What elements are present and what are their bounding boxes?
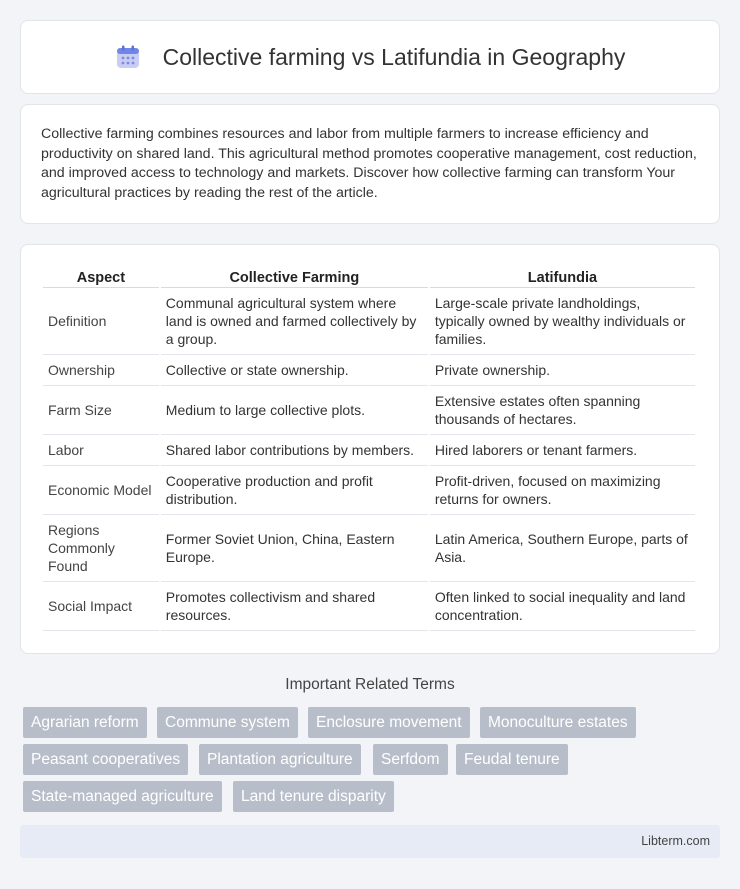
tag-feudal-tenure[interactable]: Feudal tenure [456,744,568,775]
row-aspect: Definition [43,288,159,355]
row-aspect: Farm Size [43,386,159,435]
footer-site-link[interactable]: Libterm.com [641,834,710,848]
intro-card [20,104,720,224]
tag-monoculture-estates[interactable]: Monoculture estates [480,707,636,738]
row-collective: Shared labor contributions by members. [161,435,428,466]
related-terms-title: Important Related Terms [285,676,455,693]
row-latifundia: Hired laborers or tenant farmers. [430,435,695,466]
tag-serfdom[interactable]: Serfdom [373,744,448,775]
calendar-icon [115,44,141,70]
tag-peasant-cooperatives[interactable]: Peasant cooperatives [23,744,188,775]
row-aspect: Regions Commonly Found [43,515,159,582]
row-collective: Collective or state ownership. [161,355,428,386]
row-aspect: Economic Model [43,466,159,515]
tag-state-managed-agriculture[interactable]: State-managed agriculture [23,781,222,812]
table-row [43,355,695,386]
row-latifundia: Latin America, Southern Europe, parts of Asia. [430,515,695,582]
row-latifundia: Extensive estates often spanning thousands of hectares. [430,386,695,435]
comparison-card [20,244,720,654]
row-latifundia: Profit-driven, focused on maximizing returns for owners. [430,466,695,515]
row-collective: Medium to large collective plots. [161,386,428,435]
tag-land-tenure-disparity[interactable]: Land tenure disparity [233,781,394,812]
intro-paragraph: Collective farming combines resources and labor from multiple farmers to increase efficiency and productivity on shared land. This agricultural method promotes cooperative management, cost reduction, and improved access to technology and markets. Discover how collective farming can transform Your agricultural practices by reading the rest of the article. [41,126,697,201]
row-collective: Cooperative production and profit distribution. [161,466,428,515]
tag-commune-system[interactable]: Commune system [157,707,298,738]
table-row [43,435,695,466]
tag-enclosure-movement[interactable]: Enclosure movement [308,707,470,738]
table-row [43,515,695,582]
row-latifundia: Often linked to social inequality and land concentration. [430,582,695,631]
row-collective: Communal agricultural system where land is owned and farmed collectively by a group. [161,288,428,355]
table-row [43,466,695,515]
tag-agrarian-reform[interactable]: Agrarian reform [23,707,147,738]
table-row [43,386,695,435]
header-latifundia: Latifundia [430,264,695,288]
table-row [43,582,695,631]
table-header-row [43,264,695,288]
row-aspect: Ownership [43,355,159,386]
table-row [43,288,695,355]
page-title-text: Collective farming vs Latifundia in Geography [162,43,626,70]
page-title [115,44,626,71]
row-collective: Former Soviet Union, China, Eastern Europe. [161,515,428,582]
row-aspect: Labor [43,435,159,466]
footer [20,825,720,858]
header-aspect: Aspect [43,264,159,288]
row-aspect: Social Impact [43,582,159,631]
comparison-table [41,264,697,631]
row-latifundia: Large-scale private landholdings, typically owned by wealthy individuals or families. [430,288,695,355]
header-collective-farming: Collective Farming [161,264,428,288]
title-card [20,20,720,94]
row-collective: Promotes collectivism and shared resources. [161,582,428,631]
row-latifundia: Private ownership. [430,355,695,386]
tag-plantation-agriculture[interactable]: Plantation agriculture [199,744,361,775]
